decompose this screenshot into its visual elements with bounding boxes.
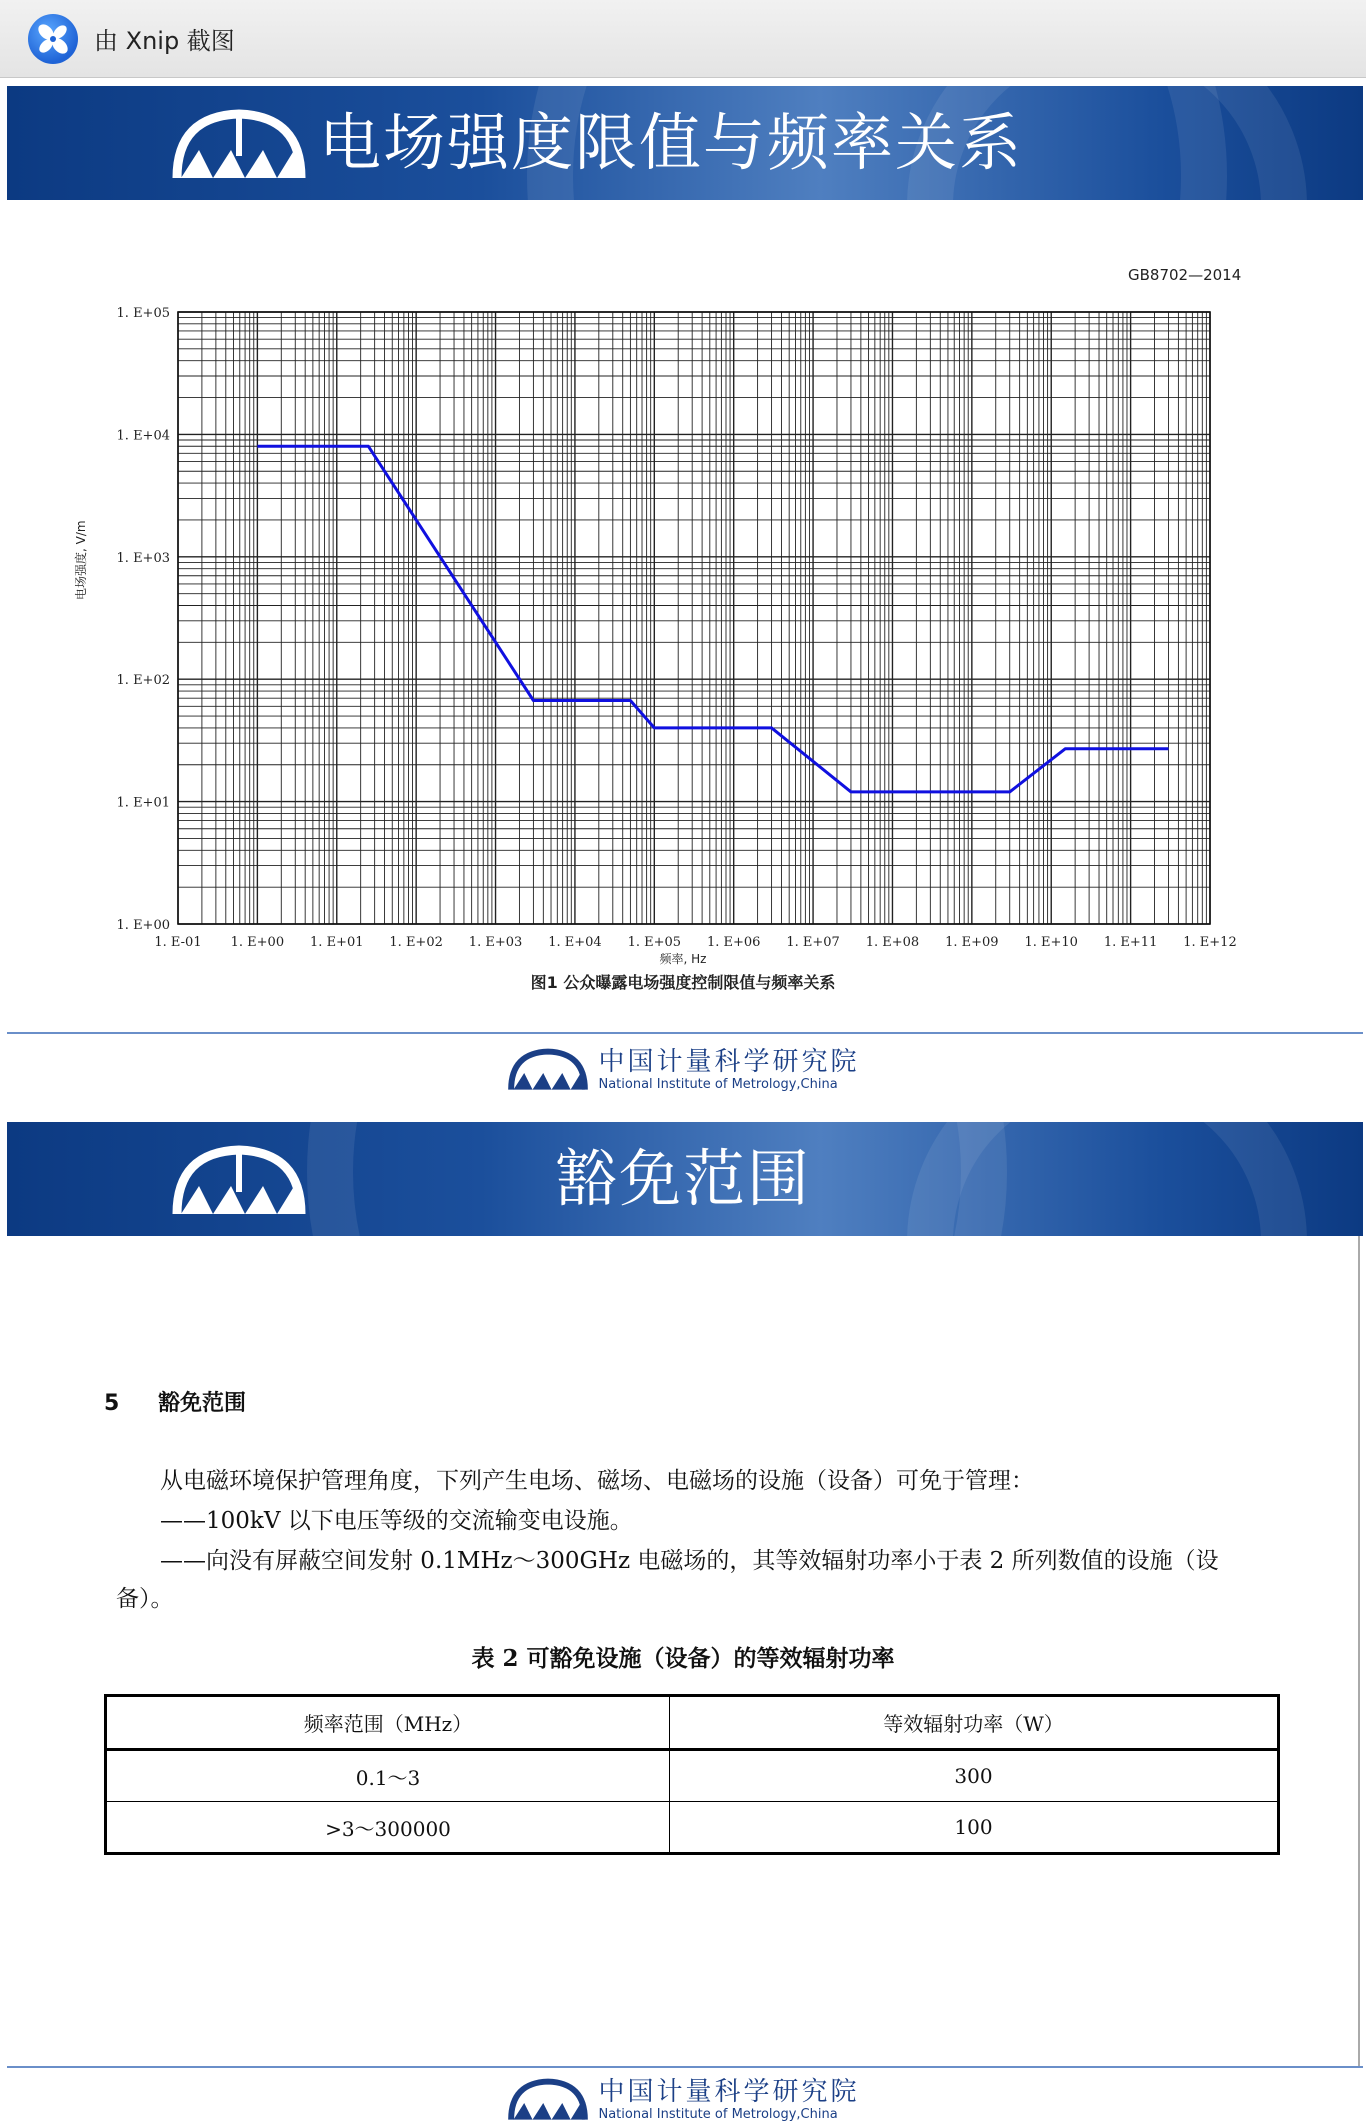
y-tick-label: 1. E+03	[116, 550, 170, 566]
paragraph-3: ——向没有屏蔽空间发射 0.1MHz～300GHz 电磁场的，其等效辐射功率小于表 2 所列数值的设施（设备）。	[116, 1548, 1219, 1612]
x-axis-label: 频率, Hz	[659, 952, 707, 966]
paragraph-2: ——100kV 以下电压等级的交流输变电设施。	[160, 1508, 633, 1534]
window-titlebar	[0, 0, 1366, 78]
y-tick-label: 1. E+04	[116, 428, 170, 444]
x-tick-label: 1. E+09	[945, 935, 999, 950]
x-tick-label: 1. E+00	[230, 935, 285, 950]
x-tick-label: 1. E+04	[548, 935, 602, 950]
x-tick-label: 1. E+05	[627, 935, 682, 950]
x-tick-label: 1. E+12	[1183, 935, 1237, 950]
slide2-banner	[7, 1122, 1363, 1236]
section-title: 豁免范围	[158, 1391, 247, 1416]
x-tick-label: 1. E+11	[1103, 935, 1158, 950]
slide1-title: 电场强度限值与频率关系	[319, 106, 1024, 179]
xnip-app-icon[interactable]	[28, 14, 78, 64]
footer-org-en: National Institute of Metrology,China	[598, 1077, 838, 1092]
table-header-cell: 频率范围（MHz）	[106, 1696, 670, 1750]
slide2-footer	[0, 2072, 1366, 2128]
nim-footer-logo-icon	[506, 2078, 590, 2122]
table-header-cell: 等效辐射功率（W）	[670, 1696, 1279, 1750]
slide1-footer	[0, 1042, 1366, 1098]
x-tick-label: 1. E+02	[389, 935, 443, 950]
section-heading	[104, 1386, 246, 1417]
x-tick-label: 1. E+06	[706, 935, 761, 950]
y-tick-label: 1. E+02	[116, 673, 170, 689]
field-strength-chart	[100, 258, 1250, 998]
figure-caption: 图1 公众曝露电场强度控制限值与频率关系	[530, 973, 836, 992]
nim-logo-icon	[169, 108, 309, 182]
nim-logo-icon	[169, 1144, 309, 1218]
paragraph-1: 从电磁环境保护管理角度，下列产生电场、磁场、电磁场的设施（设备）可免于管理：	[160, 1468, 1034, 1494]
footer-org-cn: 中国计量科学研究院	[598, 1047, 860, 1077]
slide2-title: 豁免范围	[555, 1142, 812, 1215]
table-title: 表 2 可豁免设施（设备）的等效辐射功率	[471, 1645, 895, 1672]
section-number: 5	[104, 1391, 120, 1416]
x-tick-label: 1. E+08	[865, 935, 920, 950]
table-cell: 0.1～3	[106, 1750, 670, 1802]
nim-footer-logo-icon	[506, 1048, 590, 1092]
y-tick-label: 1. E+00	[116, 918, 170, 933]
x-tick-label: 1. E+07	[786, 935, 840, 950]
table-header-row	[106, 1696, 1279, 1750]
footer-divider	[7, 2066, 1363, 2068]
x-tick-label: 1. E+10	[1024, 935, 1078, 950]
window-title: 由 Xnip 截图	[94, 27, 235, 55]
y-tick-label: 1. E+01	[116, 795, 170, 811]
standard-code: GB8702—2014	[1128, 266, 1242, 284]
table-cell: >3～300000	[106, 1802, 670, 1854]
x-tick-label: 1. E+03	[468, 935, 523, 950]
footer-org-cn: 中国计量科学研究院	[598, 2077, 860, 2107]
table-cell: 100	[670, 1802, 1279, 1854]
y-tick-label: 1. E+05	[116, 306, 170, 321]
table-row	[106, 1802, 1279, 1854]
chart-svg	[100, 258, 1250, 998]
y-axis-label: 电场强度, V/m	[74, 520, 88, 600]
footer-divider	[7, 1032, 1363, 1034]
footer-org-en: National Institute of Metrology,China	[598, 2107, 838, 2122]
table-cell: 300	[670, 1750, 1279, 1802]
table-row	[106, 1750, 1279, 1802]
exemption-table	[104, 1694, 1280, 1855]
x-tick-label: 1. E+01	[310, 935, 364, 950]
slide1-banner	[7, 86, 1363, 200]
x-tick-label: 1. E-01	[154, 935, 202, 950]
